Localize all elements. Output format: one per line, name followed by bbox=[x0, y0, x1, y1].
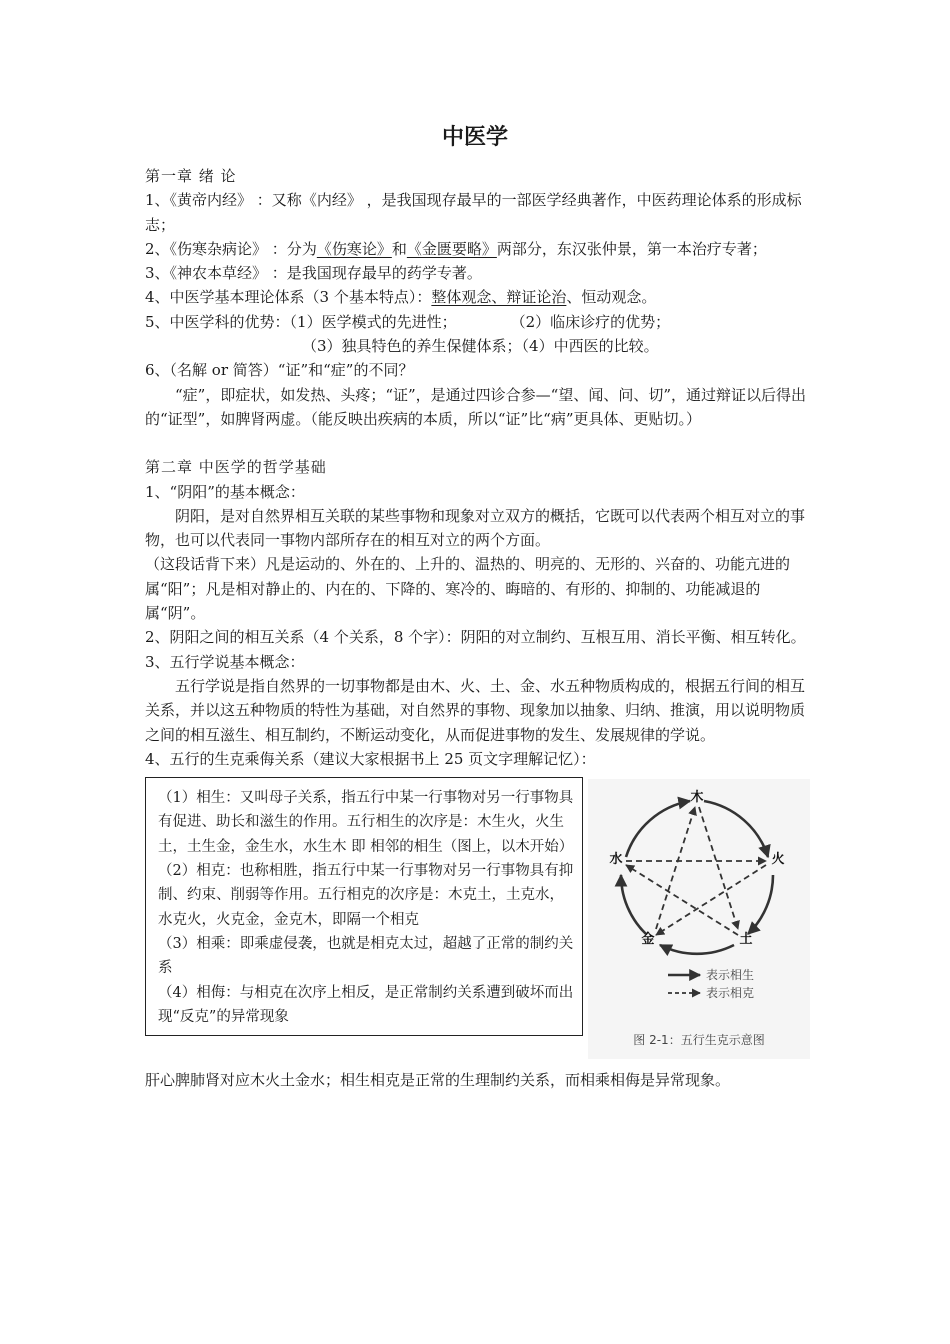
ch1-item-4-underlined: 整体观念、辩证论治 bbox=[431, 288, 567, 307]
node-metal: 金 bbox=[641, 932, 655, 948]
ch1-item-5-a: 5、中医学科的优势：（1）医学模式的先进性； bbox=[145, 312, 457, 331]
restriction-line-wood-earth bbox=[699, 807, 738, 929]
ch1-item-6: 6、（名解 or 简答）“证”和“症”的不同？ bbox=[145, 361, 414, 380]
ch1-item-2-post: 两部分，东汉张仲景，第一本治疗专著； bbox=[496, 239, 767, 258]
generation-arc-wood-fire bbox=[704, 801, 768, 857]
ch1-item-2-mid: 和 bbox=[391, 239, 407, 258]
ch1-item-2-pre: 2、《伤寒杂病论》 ：分为 bbox=[145, 239, 317, 258]
legend-solid-label: 表示相生 bbox=[706, 968, 755, 983]
ch1-item-4-pre: 4、中医学基本理论体系（3 个基本特点）： bbox=[145, 288, 432, 307]
footer-note: 肝心脾肺肾对应木火土金水；相生相克是正常的生理制约关系，而相乘相侮是异常现象。 bbox=[145, 1071, 731, 1090]
ch1-item-6-body: “症”，即症状，如发热、头疼；“证”，是通过四诊合参—“望、闻、问、切”，通过辩证以后得出的“证型”，如脾肾两虚。（能反映出疾病的本质，所以“证”比“病”更具体、更贴切。） bbox=[145, 385, 807, 428]
ch1-item-4-post: 、恒动观念。 bbox=[566, 288, 657, 307]
generation-arc-earth-metal bbox=[660, 945, 734, 954]
chapter-2-heading: 第二章 中医学的哲学基础 bbox=[145, 458, 327, 477]
ch2-item-3-body: 五行学说是指自然界的一切事物都是由木、火、土、金、水五种物质构成的，根据五行间的相互关系，并以这五种物质的特性为基础，对自然界的事物、现象加以抽象、归纳、推演，用以说明物质之间的相互滋生、相互制约，不断运动变化，从而促进事物的发生、发展规律的学说。 bbox=[145, 676, 806, 744]
document-body bbox=[145, 164, 810, 1092]
node-wood: 木 bbox=[690, 790, 704, 806]
ch1-item-5-continued: （3）独具特色的养生保健体系；（4）中西医的比较。 bbox=[302, 337, 659, 356]
generation-arc-water-wood bbox=[626, 801, 690, 857]
ch2-item-1-note: （这段话背下来）凡是运动的、外在的、上升的、温热的、明亮的、无形的、兴奋的、功能亢进的属“阳”；凡是相对静止的、内在的、下降的、寒冷的、晦暗的、有形的、抑制的、功能减退的属“阴”。 bbox=[145, 555, 791, 623]
wuxing-section bbox=[145, 777, 810, 1059]
ch1-item-2-book-1: 《伤寒论》 bbox=[316, 239, 392, 258]
node-earth: 土 bbox=[739, 932, 753, 948]
generation-arc-fire-earth bbox=[748, 875, 773, 934]
page-title: 中医学 bbox=[441, 125, 508, 150]
chapter-1-heading: 第一章 绪 论 bbox=[145, 167, 237, 185]
ch1-item-2-book-2: 《金匮要略》 bbox=[406, 239, 497, 258]
node-fire: 火 bbox=[771, 852, 785, 868]
ch2-item-1: 1、“阴阳”的基本概念： bbox=[145, 482, 305, 501]
ch1-item-5 bbox=[145, 310, 810, 334]
ch2-item-2: 2、阴阳之间的相互关系（4 个关系，8 个字）：阴阳的对立制约、互根互用、消长平衡、相互转化。 bbox=[145, 628, 806, 647]
wuxing-relations-box bbox=[145, 777, 583, 1036]
node-water: 水 bbox=[609, 852, 623, 868]
ch2-item-1-body: 阴阳，是对自然界相互关联的某些事物和现象对立双方的概括，它既可以代表两个相互对立的事物，也可以代表同一事物内部所存在的相互对立的两个方面。 bbox=[145, 506, 806, 550]
wuxing-diagram bbox=[588, 779, 810, 1059]
wuxing-diagram-svg bbox=[588, 779, 810, 1059]
ch1-item-1: 1、《黄帝内经》 ：又称《内经》 ，是我国现存最早的一部医学经典著作，中医药理论体系的形成标志； bbox=[145, 191, 802, 234]
ch1-item-4 bbox=[145, 285, 810, 309]
ch1-item-5-b: （2）临床诊疗的优势； bbox=[510, 312, 671, 331]
generation-arc-metal-water bbox=[621, 875, 646, 934]
ch2-item-4: 4、五行的生克乘侮关系（建议大家根据书上 25 页文字理解记忆）： bbox=[145, 749, 596, 768]
box-generation: （1）相生：又叫母子关系，指五行中某一行事物对另一行事物具有促进、助长和滋生的作用。五行相生的次序是：木生火，火生土，土生金，金生水，水生木 即 相邻的相生（图上，以木开始） bbox=[158, 790, 574, 855]
ch1-item-3: 3、《神农本草经》 ：是我国现存最早的药学专著。 bbox=[145, 264, 482, 283]
figure-caption: 图 2-1：五行生克示意图 bbox=[633, 1033, 765, 1048]
ch1-item-2 bbox=[145, 237, 810, 261]
legend-dashed-label: 表示相克 bbox=[706, 986, 755, 1001]
ch2-item-3: 3、五行学说基本概念： bbox=[145, 652, 305, 671]
box-overacting: （3）相乘：即乘虚侵袭，也就是相克太过，超越了正常的制约关系 bbox=[158, 935, 574, 977]
box-counteracting: （4）相侮：与相克在次序上相反，是正常制约关系遭到破坏而出现“反克”的异常现象 bbox=[158, 984, 574, 1025]
box-restriction: （2）相克：也称相胜，指五行中某一行事物对另一行事物具有抑制、约束、削弱等作用。五行相克的次序是：木克土，土克水，水克火，火克金，金克木，即隔一个相克 bbox=[158, 863, 574, 928]
restriction-line-metal-wood bbox=[656, 807, 695, 929]
